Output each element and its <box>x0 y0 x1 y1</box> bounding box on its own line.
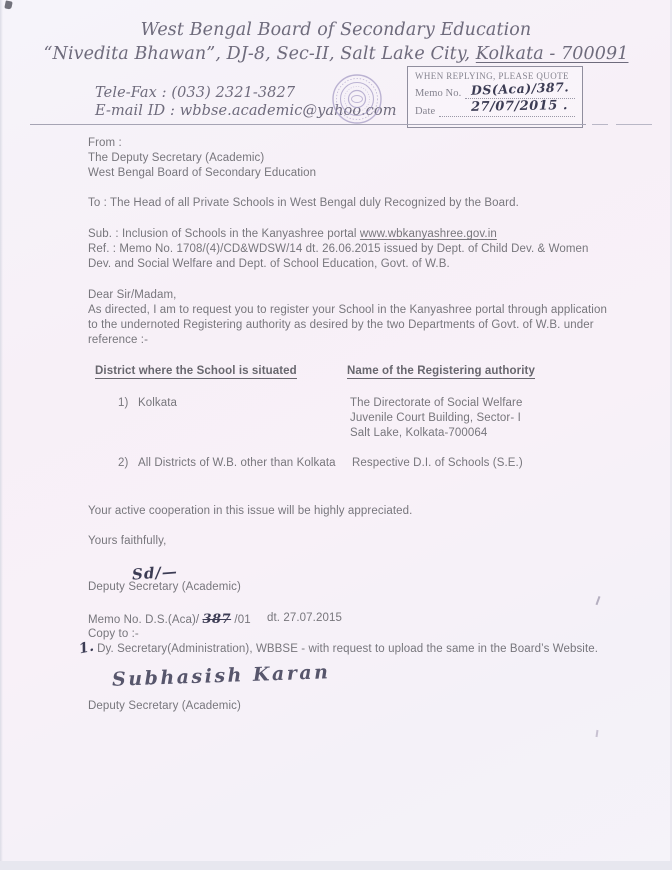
copy-marker-handwritten: 1. <box>77 638 96 658</box>
board-seal-icon <box>330 72 384 126</box>
email-line: E-mail ID : wbbse.academic@yahoo.com <box>95 103 397 119</box>
table-row-2-authority-line-1: Respective D.I. of Schools (S.E.) <box>352 457 523 469</box>
footer-date: dt. 27.07.2015 <box>267 612 342 624</box>
from-label: From : <box>88 137 122 149</box>
letterhead-divider-dash <box>592 124 608 125</box>
sd-handwritten: Sd/— <box>131 562 179 584</box>
telefax-line: Tele-Fax : (033) 2321-3827 <box>95 85 296 101</box>
copy-to-label: Copy to :- <box>88 628 139 640</box>
letterhead-divider-dash <box>616 124 652 125</box>
org-address <box>0 44 672 64</box>
ref-line-1: Ref. : Memo No. 1708/(4)/CD&WDSW/14 dt. 26.06.2015 issued by Dept. of Child Dev. & Women <box>88 243 589 255</box>
memo-date-label: Date <box>415 106 436 117</box>
memo-box-heading: WHEN REPLYING, PLEASE QUOTE <box>415 71 569 81</box>
kanyashree-portal-link[interactable]: www.wbkanyashree.gov.in <box>359 228 497 240</box>
memo-quote-box <box>407 66 583 128</box>
letterhead-divider <box>30 124 586 125</box>
footer-memo-line <box>88 612 251 627</box>
subject-line <box>88 228 497 240</box>
table-row-1-district: Kolkata <box>138 397 178 409</box>
signature-handwritten: Subhasish Karan <box>111 661 331 691</box>
copy-item-line <box>79 640 598 656</box>
paragraph-line-2: to the undernoted Registering authority as desired by the two Departments of Govt. of W.B. under <box>88 319 594 331</box>
memo-no-row <box>415 79 575 99</box>
footer-memo-suffix: /01 <box>231 614 251 626</box>
stray-pen-mark <box>596 730 598 737</box>
memo-date-row <box>415 98 575 117</box>
paragraph-line-1: As directed, I am to request you to register your School in the Kanyashree portal through application <box>88 304 607 316</box>
valediction: Yours faithfully, <box>88 535 167 547</box>
org-address-plain: “Nivedita Bhawan”, DJ-8, Sec-II, Salt Lake City, <box>43 44 476 64</box>
table-row-1-authority-line-2: Juvenile Court Building, Sector- I <box>350 412 521 424</box>
table-row-2-num: 2) <box>118 457 129 469</box>
table-row-1-authority-line-1: The Directorate of Social Welfare <box>350 397 523 409</box>
table-row-1-num: 1) <box>118 397 129 409</box>
appreciation-line: Your active cooperation in this issue will be highly appreciated. <box>88 505 413 517</box>
footer-memo-prefix: Memo No. D.S.(Aca)/ <box>88 614 203 626</box>
memo-no-label: Memo No. <box>415 88 462 99</box>
copy-item-text: Dy. Secretary(Administration), WBBSE - with request to upload the same in the Board’s Website. <box>97 643 599 655</box>
signatory-title-2: Deputy Secretary (Academic) <box>88 700 241 712</box>
to-line: To : The Head of all Private Schools in West Bengal duly Recognized by the Board. <box>88 197 519 209</box>
memo-number-handwritten: 387 <box>202 612 232 627</box>
stray-pen-mark <box>596 596 600 605</box>
memo-no-handwritten: DS(Aca)/387. <box>470 79 570 98</box>
subject-text: Sub. : Inclusion of Schools in the Kanyashree portal <box>88 228 360 240</box>
org-name: West Bengal Board of Secondary Education <box>140 20 532 40</box>
table-row-2-district: All Districts of W.B. other than Kolkata <box>138 457 336 469</box>
table-row-1-authority-line-3: Salt Lake, Kolkata-700064 <box>350 427 488 439</box>
scan-bottom-edge <box>0 861 672 870</box>
corner-ink-mark <box>4 0 13 9</box>
paragraph-line-3: reference :- <box>88 334 149 346</box>
table-col2-header: Name of the Registering authority <box>347 365 535 377</box>
from-line-2: West Bengal Board of Secondary Education <box>88 167 317 179</box>
from-line-1: The Deputy Secretary (Academic) <box>88 152 265 164</box>
table-col1-header: District where the School is situated <box>95 365 297 377</box>
scan-left-edge <box>0 0 3 870</box>
ref-line-2: Dev. and Social Welfare and Dept. of School Education, Govt. of W.B. <box>88 258 450 270</box>
salutation: Dear Sir/Madam, <box>88 289 177 301</box>
memo-date-handwritten: 27/07/2015 . <box>470 98 569 115</box>
signatory-title-1: Deputy Secretary (Academic) <box>88 581 241 593</box>
org-address-city: Kolkata - 700091 <box>475 44 629 64</box>
